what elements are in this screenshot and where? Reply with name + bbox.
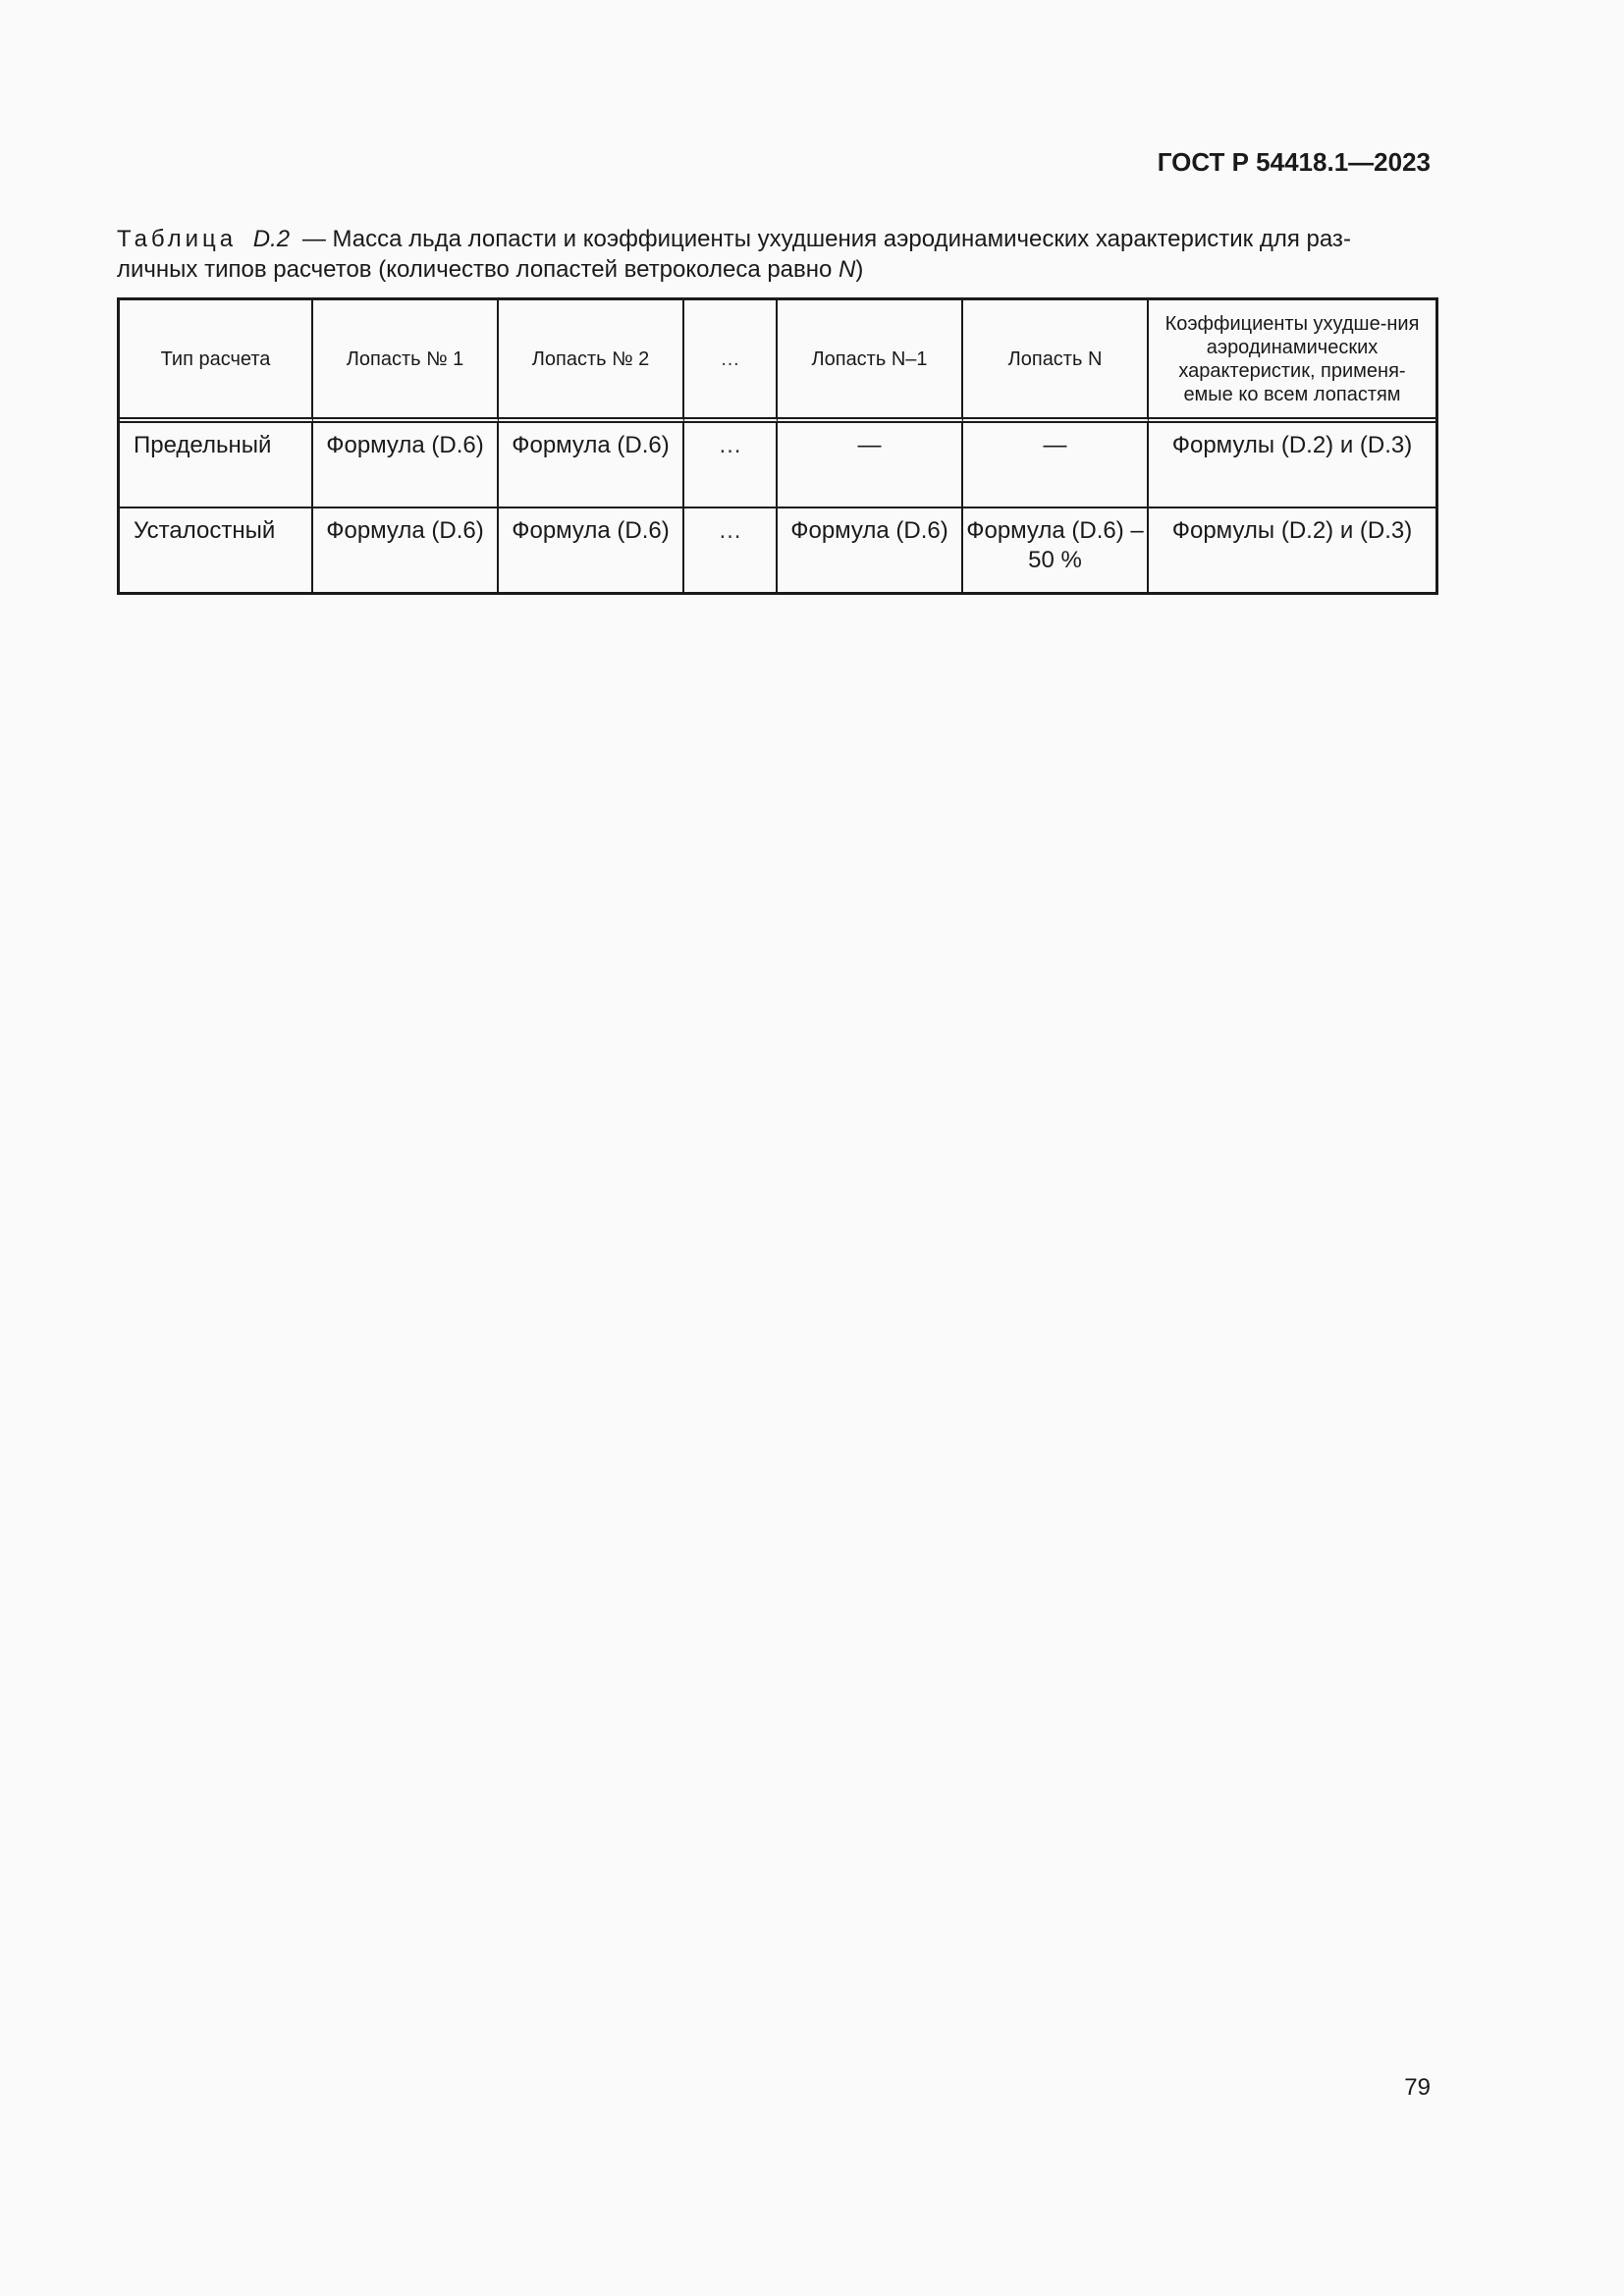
caption-variable: N bbox=[839, 256, 856, 283]
cell: … bbox=[684, 423, 778, 508]
caption-text-line2: личных типов расчетов (количество лопастей ветроколеса равно bbox=[117, 256, 839, 283]
header-calc-type: Тип расчета bbox=[120, 300, 313, 423]
caption-text-end: ) bbox=[855, 256, 864, 283]
cell: Формула (D.6) bbox=[499, 508, 684, 592]
table-row bbox=[120, 508, 1435, 592]
cell: Формула (D.6) bbox=[313, 508, 499, 592]
document-code: ГОСТ Р 54418.1—2023 bbox=[1157, 147, 1431, 177]
cell: Формулы (D.2) и (D.3) bbox=[1171, 517, 1413, 544]
header-blade-n: Лопасть N bbox=[963, 300, 1149, 423]
header-coefficients: Коэффициенты ухудше-ния аэродинамических характеристик, применя-емые ко всем лопастям bbox=[1149, 300, 1435, 423]
table-row bbox=[120, 423, 1435, 508]
table-caption bbox=[117, 224, 1431, 285]
header-blade-1: Лопасть № 1 bbox=[313, 300, 499, 423]
cell: Формула (D.6) bbox=[313, 423, 499, 508]
row-fatigue-type: Усталостный bbox=[120, 508, 313, 592]
cell: … bbox=[684, 508, 778, 592]
data-table bbox=[117, 297, 1438, 595]
cell: Формула (D.6) – 50 % bbox=[963, 508, 1149, 592]
header-blade-n-1: Лопасть N–1 bbox=[778, 300, 963, 423]
table-header-row bbox=[120, 300, 1435, 423]
caption-text-line1: — Масса льда лопасти и коэффициенты ухудшения аэродинамических характеристик для раз- bbox=[301, 226, 1351, 252]
caption-label: Таблица bbox=[117, 226, 238, 252]
cell: Формула (D.6) bbox=[778, 508, 963, 592]
header-blade-2: Лопасть № 2 bbox=[499, 300, 684, 423]
row-limit-type: Предельный bbox=[120, 423, 313, 508]
cell: Формула (D.6) bbox=[499, 423, 684, 508]
cell: — bbox=[778, 423, 963, 508]
caption-number: D.2 bbox=[252, 226, 291, 252]
header-ellipsis: … bbox=[684, 300, 778, 423]
page-number: 79 bbox=[1404, 2074, 1431, 2101]
cell: Формулы (D.2) и (D.3) bbox=[1149, 423, 1435, 508]
cell: — bbox=[963, 423, 1149, 508]
